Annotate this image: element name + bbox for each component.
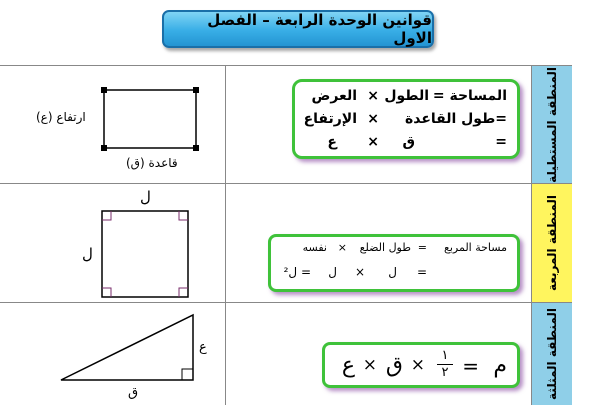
page-title: قوانين الوحدة الرابعة – الفصل الاول — [162, 10, 434, 48]
formula-equals: = — [462, 354, 479, 378]
triangle-height-label: ع — [199, 340, 207, 355]
rect-formula-row-1: المساحة = الطول × العرض — [311, 88, 507, 104]
square-left-label: ل — [82, 245, 93, 263]
formula-times-2: × — [362, 355, 377, 375]
square-formula-row-1: مساحة المربع = طول الضلع × نفسه — [302, 241, 507, 254]
rectangle-height-label: ارتفاع (ع) — [36, 110, 86, 124]
square-formula-row-2: = ل × ل = ل² — [283, 265, 427, 279]
rectangle-formula-box — [292, 79, 520, 159]
divider-1 — [0, 183, 572, 184]
triangle-formula — [325, 345, 517, 385]
formula-base: ق — [385, 353, 403, 378]
formula-height: ع — [341, 353, 355, 378]
page-title-box — [162, 10, 434, 48]
formula-times-1: × — [410, 355, 425, 375]
formula-area: م — [493, 353, 507, 378]
square-top-label: ل — [140, 188, 151, 206]
rectangle-base-label: قاعدة (ق) — [126, 156, 178, 170]
square-diagram — [100, 209, 190, 299]
rect-formula-row-2: =طول القاعدة × الإرتفاع — [303, 111, 507, 127]
side-label-square: المنطقة المربعة — [532, 184, 572, 302]
triangle-diagram — [58, 312, 198, 384]
divider-2 — [0, 302, 572, 303]
square-formula-box — [268, 234, 520, 292]
rect-formula-row-3: = ق × ع — [327, 134, 507, 150]
column-divider — [225, 65, 226, 405]
triangle-formula-box — [322, 342, 520, 388]
formula-fraction: ١ ٢ — [437, 348, 453, 381]
side-label-rectangle: المنطقة المستطيلة — [532, 66, 572, 183]
divider-top — [0, 65, 572, 66]
rectangle-diagram — [100, 86, 200, 154]
side-label-triangle: المنطقة المثلثة — [532, 303, 572, 405]
triangle-base-label: ق — [128, 385, 139, 400]
